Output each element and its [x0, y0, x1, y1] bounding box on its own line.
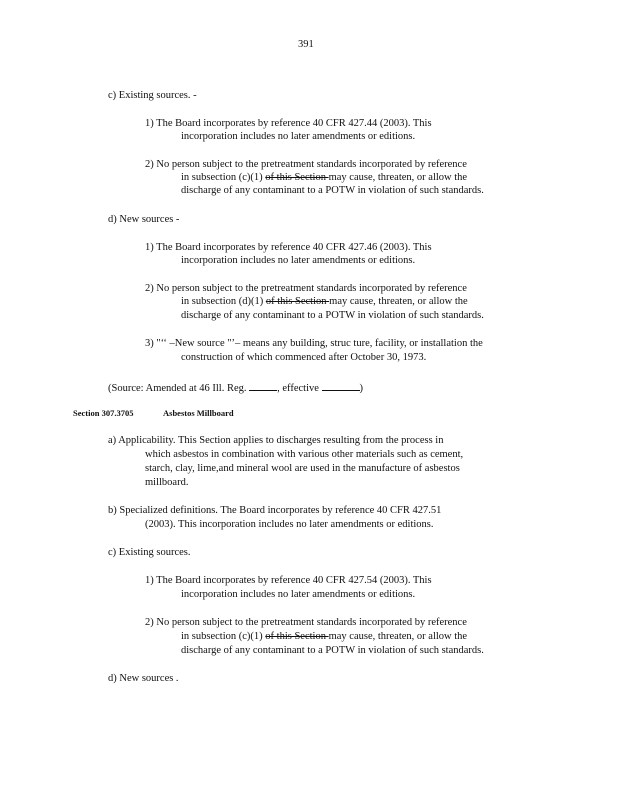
paragraph-line: 1) The Board incorporates by reference 40 CFR 427.44 (2003). This [145, 118, 432, 129]
blank-line [322, 380, 360, 391]
text-span: ) [359, 383, 364, 394]
section-number: Section 307.3705 [73, 408, 134, 418]
paragraph-line [181, 171, 467, 184]
text-span: in subsection (c)(1) [181, 631, 266, 642]
paragraph-line: incorporation includes no later amendments or editions. [181, 131, 416, 142]
struck-text: of this Section [265, 296, 330, 307]
paragraph-line: which asbestos in combination with various other materials such as cement, [145, 449, 464, 460]
existing-sources-heading: c) Existing sources. [108, 547, 191, 558]
section-title: Asbestos Millboard [163, 408, 234, 418]
paragraph-line: construction of which commenced after October 30, 1973. [181, 352, 427, 363]
new-sources-heading: d) New sources . [108, 673, 179, 684]
paragraph-line: incorporation includes no later amendments or editions. [181, 589, 416, 600]
text-span: may cause, threaten, or allow the [328, 172, 468, 183]
paragraph-line: incorporation includes no later amendments or editions. [181, 255, 416, 266]
paragraph-line: 3) "‘‘ –New source "’– means any building, struc ture, facility, or installation the [145, 338, 483, 349]
text-span: in subsection (d)(1) [181, 296, 266, 307]
text-span: may cause, threaten, or allow the [328, 631, 468, 642]
text-span: , effective [277, 383, 319, 394]
paragraph-line: a) Applicability. This Section applies to discharges resulting from the process in [108, 435, 444, 446]
new-sources-heading: d) New sources - [108, 214, 180, 225]
struck-text: of this Section [265, 172, 329, 183]
paragraph-line: b) Specialized definitions. The Board incorporates by reference 40 CFR 427.51 [108, 505, 442, 516]
paragraph-line: starch, clay, lime,and mineral wool are used in the manufacture of asbestos [145, 463, 460, 474]
paragraph-line: discharge of any contaminant to a POTW in violation of such standards. [181, 185, 484, 196]
paragraph-line: 2) No person subject to the pretreatment standards incorporated by reference [145, 617, 467, 628]
paragraph-line [181, 630, 467, 643]
paragraph-line: millboard. [145, 477, 189, 488]
paragraph-line: 1) The Board incorporates by reference 40 CFR 427.54 (2003). This [145, 575, 432, 586]
paragraph-line [181, 295, 468, 308]
page-number: 391 [298, 39, 314, 50]
text-span: may cause, threaten, or allow the [329, 296, 468, 307]
text-span: in subsection (c)(1) [181, 172, 266, 183]
paragraph-line: 1) The Board incorporates by reference 40 CFR 427.46 (2003). This [145, 242, 432, 253]
paragraph-line: discharge of any contaminant to a POTW in violation of such standards. [181, 310, 484, 321]
paragraph-line: (2003). This incorporation includes no later amendments or editions. [145, 519, 434, 530]
paragraph-line: 2) No person subject to the pretreatment standards incorporated by reference [145, 159, 467, 170]
blank-line [249, 380, 277, 391]
source-note [108, 380, 363, 395]
struck-text: of this Section [265, 631, 329, 642]
existing-sources-heading: c) Existing sources. - [108, 90, 197, 101]
text-span: (Source: Amended at 46 Ill. Reg. [108, 383, 247, 394]
paragraph-line: discharge of any contaminant to a POTW in violation of such standards. [181, 645, 484, 656]
paragraph-line: 2) No person subject to the pretreatment standards incorporated by reference [145, 283, 467, 294]
